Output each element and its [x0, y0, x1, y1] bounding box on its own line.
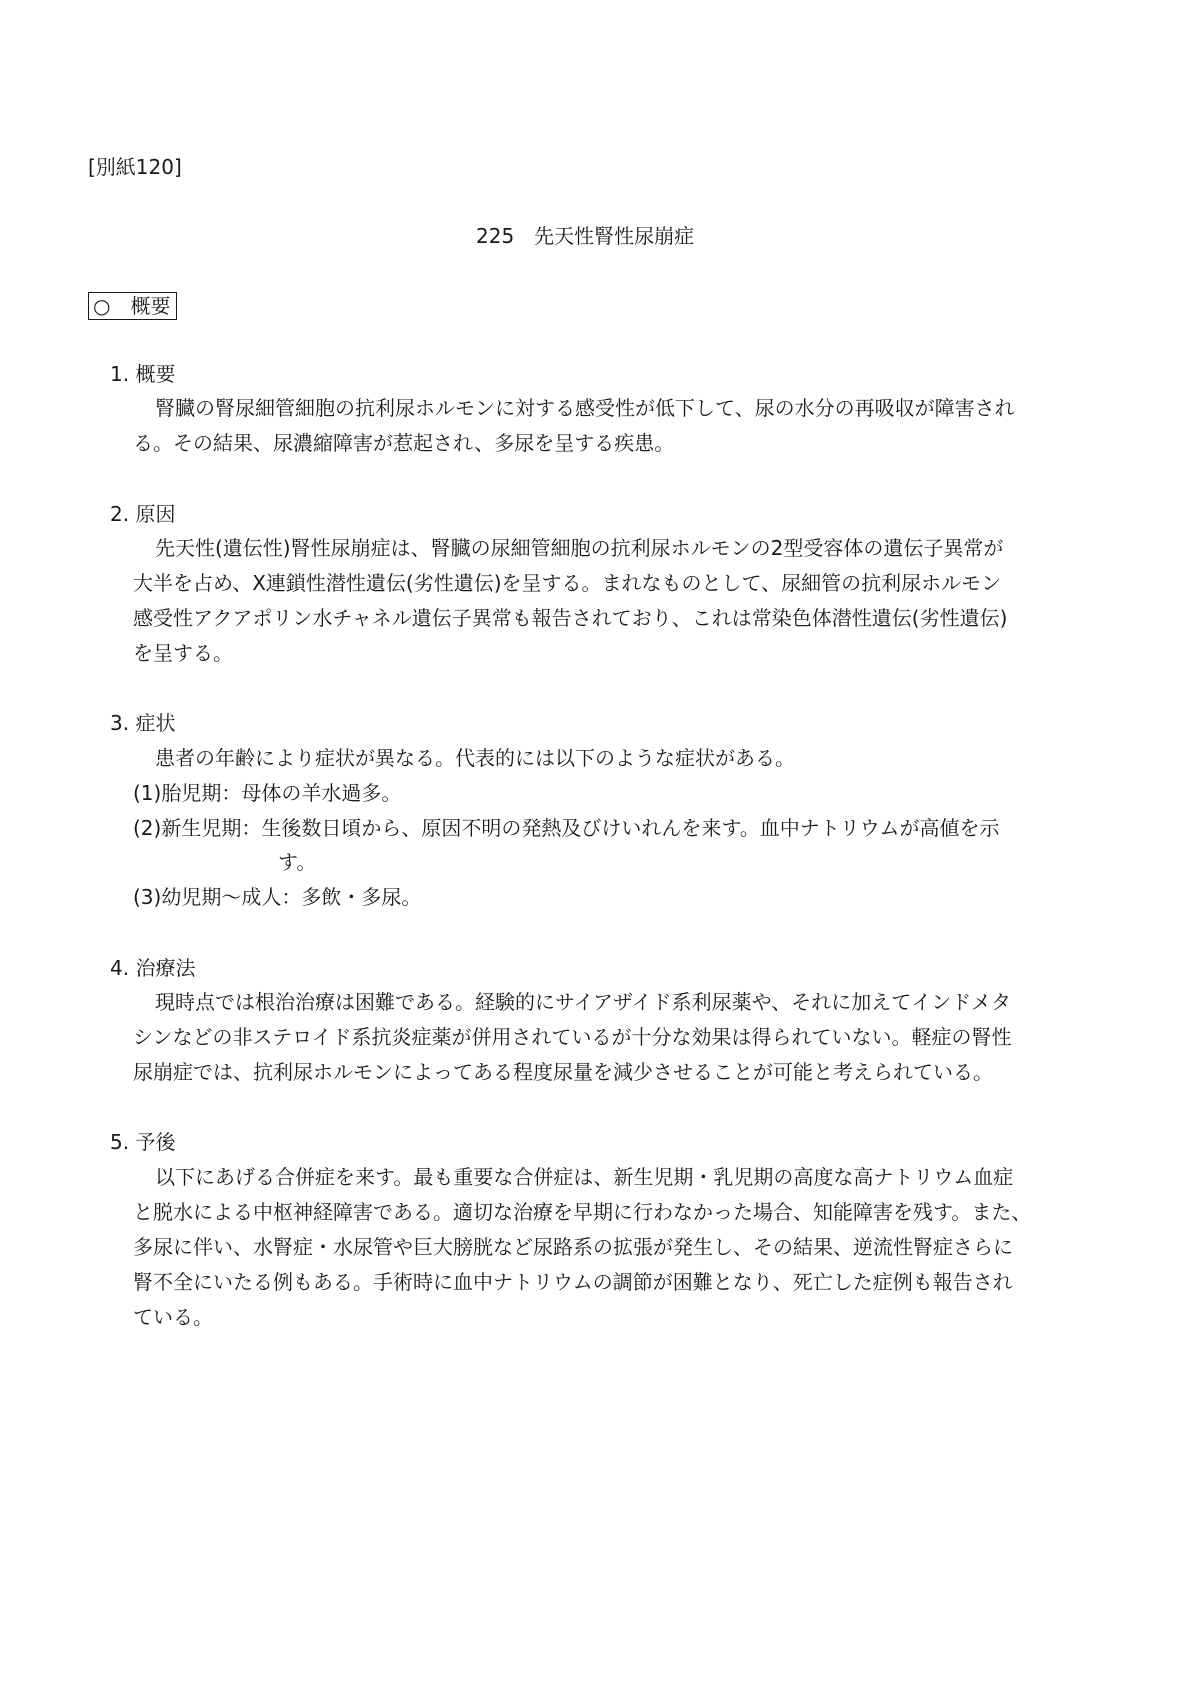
symptom-item: (2)新生児期：生後数日頃から、原因不明の発熱及びけいれんを来す。血中ナトリウムが高値を示	[133, 816, 1000, 840]
symptom-item-continuation: す。	[278, 850, 317, 874]
paragraph-line: 患者の年齢により症状が異なる。代表的には以下のような症状がある。	[155, 746, 795, 770]
page-title: 225 先天性腎性尿崩症	[476, 224, 695, 248]
paragraph-line: を呈する。	[133, 641, 233, 665]
paragraph-line: 感受性アクアポリン水チャネル遺伝子異常も報告されており、これは常染色体潜性遺伝(劣性遺伝)	[133, 606, 1008, 630]
document-label: [別紙120]	[88, 155, 182, 179]
overview-box-heading: ○ 概要	[88, 292, 177, 320]
paragraph-line: 腎不全にいたる例もある。手術時に血中ナトリウムの調節が困難となり、死亡した症例も報告され	[133, 1270, 1013, 1294]
paragraph-line: 多尿に伴い、水腎症・水尿管や巨大膀胱など尿路系の拡張が発生し、その結果、逆流性腎症さらに	[133, 1235, 1013, 1259]
paragraph-line: る。その結果、尿濃縮障害が惹起され、多尿を呈する疾患。	[133, 431, 675, 455]
paragraph-line: 先天性(遺伝性)腎性尿崩症は、腎臓の尿細管細胞の抗利尿ホルモンの2型受容体の遺伝子異常が	[155, 536, 1004, 560]
section-heading-treatment: 4. 治療法	[110, 956, 196, 980]
paragraph-line: 腎臓の腎尿細管細胞の抗利尿ホルモンに対する感受性が低下して、尿の水分の再吸収が障害され	[155, 396, 1015, 420]
section-heading-symptoms: 3. 症状	[110, 711, 176, 735]
paragraph-line: 以下にあげる合併症を来す。最も重要な合併症は、新生児期・乳児期の高度な高ナトリウム血症	[155, 1165, 1014, 1189]
paragraph-line: シンなどの非ステロイド系抗炎症薬が併用されているが十分な効果は得られていない。軽症の腎性	[133, 1025, 1012, 1049]
paragraph-line: 大半を占め、X連鎖性潜性遺伝(劣性遺伝)を呈する。まれなものとして、尿細管の抗利尿ホルモン	[133, 571, 1002, 595]
paragraph-line: と脱水による中枢神経障害である。適切な治療を早期に行わなかった場合、知能障害を残す。また、	[133, 1200, 1032, 1224]
paragraph-line: 現時点では根治治療は困難である。経験的にサイアザイド系利尿薬や、それに加えてインドメタ	[155, 990, 1011, 1014]
paragraph-line: ている。	[133, 1305, 213, 1329]
symptom-item: (3)幼児期～成人：多飲・多尿。	[133, 885, 422, 909]
section-heading-overview: 1. 概要	[110, 362, 176, 386]
section-heading-prognosis: 5. 予後	[110, 1130, 176, 1154]
section-heading-cause: 2. 原因	[110, 502, 176, 526]
paragraph-line: 尿崩症では、抗利尿ホルモンによってある程度尿量を減少させることが可能と考えられている。	[133, 1060, 993, 1084]
symptom-item: (1)胎児期：母体の羊水過多。	[133, 781, 402, 805]
